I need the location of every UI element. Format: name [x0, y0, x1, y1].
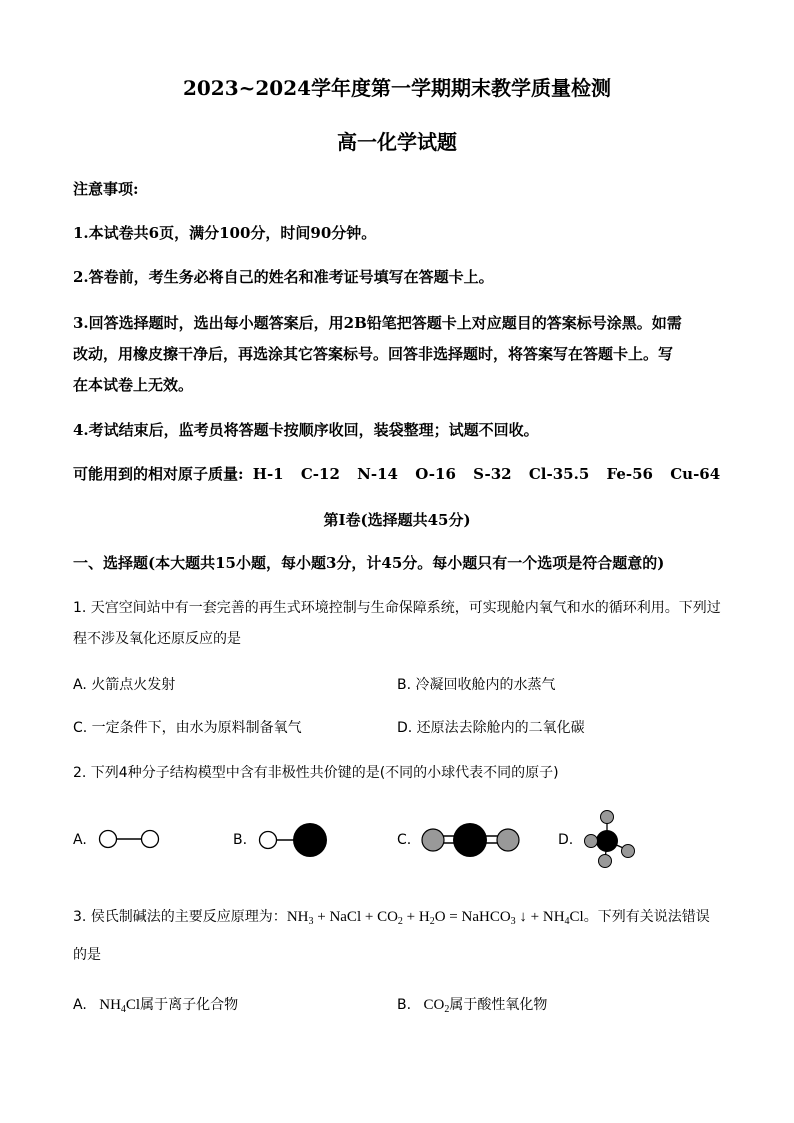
q3-stem-line2: 的是: [73, 947, 101, 963]
atomic-mass-n: N-14: [357, 465, 398, 483]
q1-option-d: D. 还原法去除舱内的二氧化碳: [397, 720, 585, 736]
q1-option-b: B. 冷凝回收舱内的水蒸气: [397, 677, 556, 693]
molecule-model-b: [255, 821, 335, 861]
molecule-model-a: [95, 825, 165, 855]
atomic-mass-fe: Fe-56: [606, 465, 653, 483]
atomic-mass-s: S-32: [473, 465, 512, 483]
atomic-masses-line: [73, 463, 720, 484]
molecule-model-c: [418, 821, 528, 861]
exam-subtitle: 高一化学试题: [337, 130, 457, 154]
part-heading: 一、选择题(本大题共15小题，每小题3分，计45分。每小题只有一个选项是符合题意的): [73, 554, 665, 572]
note-item-3-line1: 3.回答选择题时，选出每小题答案后，用2B铅笔把答题卡上对应题目的答案标号涂黑。如需: [73, 314, 682, 332]
atomic-mass-h: H-1: [252, 465, 284, 483]
note-item-3-line2: 改动，用橡皮擦干净后，再选涂其它答案标号。回答非选择题时，将答案写在答题卡上。写: [73, 345, 674, 363]
q3-option-a: A. $NH_4Cl$属于离子化合物: [73, 997, 239, 1015]
q2-label-b: B.: [233, 832, 248, 848]
q1-stem-line2: 程不涉及氧化还原反应的是: [73, 631, 241, 647]
volume-title: 第Ⅰ卷(选择题共45分): [323, 511, 471, 529]
q2-label-d: D.: [558, 832, 574, 848]
exam-title: 2023~2024学年度第一学期期末教学质量检测: [182, 76, 612, 100]
q2-label-c: C.: [397, 832, 412, 848]
atomic-mass-c: C-12: [300, 465, 340, 483]
notes-heading: 注意事项:: [73, 180, 139, 198]
q3-stem-line1: [73, 906, 710, 926]
q3-stem-suffix: 。下列有关说法错误: [583, 909, 710, 925]
q2-label-a: A.: [73, 832, 87, 848]
q1-option-a: A. 火箭点火发射: [73, 677, 176, 693]
note-item-3-line3: 在本试卷上无效。: [73, 376, 194, 394]
q3-reaction-equation: $NH_3$ + NaCl + $CO_2 + H_2O$ = NaHCO$_3$ ↓ + $NH_4Cl$: [286, 909, 584, 927]
atomic-mass-cl: Cl-35.5: [528, 465, 590, 483]
q1-stem-line1: 1. 天宫空间站中有一套完善的再生式环境控制与生命保障系统，可实现舱内氧气和水的循环利用。下列过: [73, 600, 721, 616]
q3-stem-prefix: 3. 侯氏制碱法的主要反应原理为：: [73, 909, 287, 925]
q3-option-b: B. $CO_2$属于酸性氧化物: [397, 997, 548, 1015]
atomic-mass-o: O-16: [415, 465, 456, 483]
q1-option-c: C. 一定条件下，由水为原料制备氧气: [73, 720, 302, 736]
note-item-1: 1.本试卷共6页，满分100分，时间90分钟。: [73, 224, 377, 242]
q2-stem: 2. 下列4种分子结构模型中含有非极性共价键的是(不同的小球代表不同的原子): [73, 765, 559, 781]
atomic-mass-cu: Cu-64: [670, 465, 721, 483]
note-item-4: 4.考试结束后，监考员将答题卡按顺序收回，装袋整理；试题不回收。: [73, 421, 539, 439]
molecule-model-d: [583, 808, 643, 870]
note-item-2: 2.答卷前，考生务必将自己的姓名和准考证号填写在答题卡上。: [73, 268, 494, 286]
atomic-masses-label: 可能用到的相对原子质量:: [73, 465, 244, 483]
